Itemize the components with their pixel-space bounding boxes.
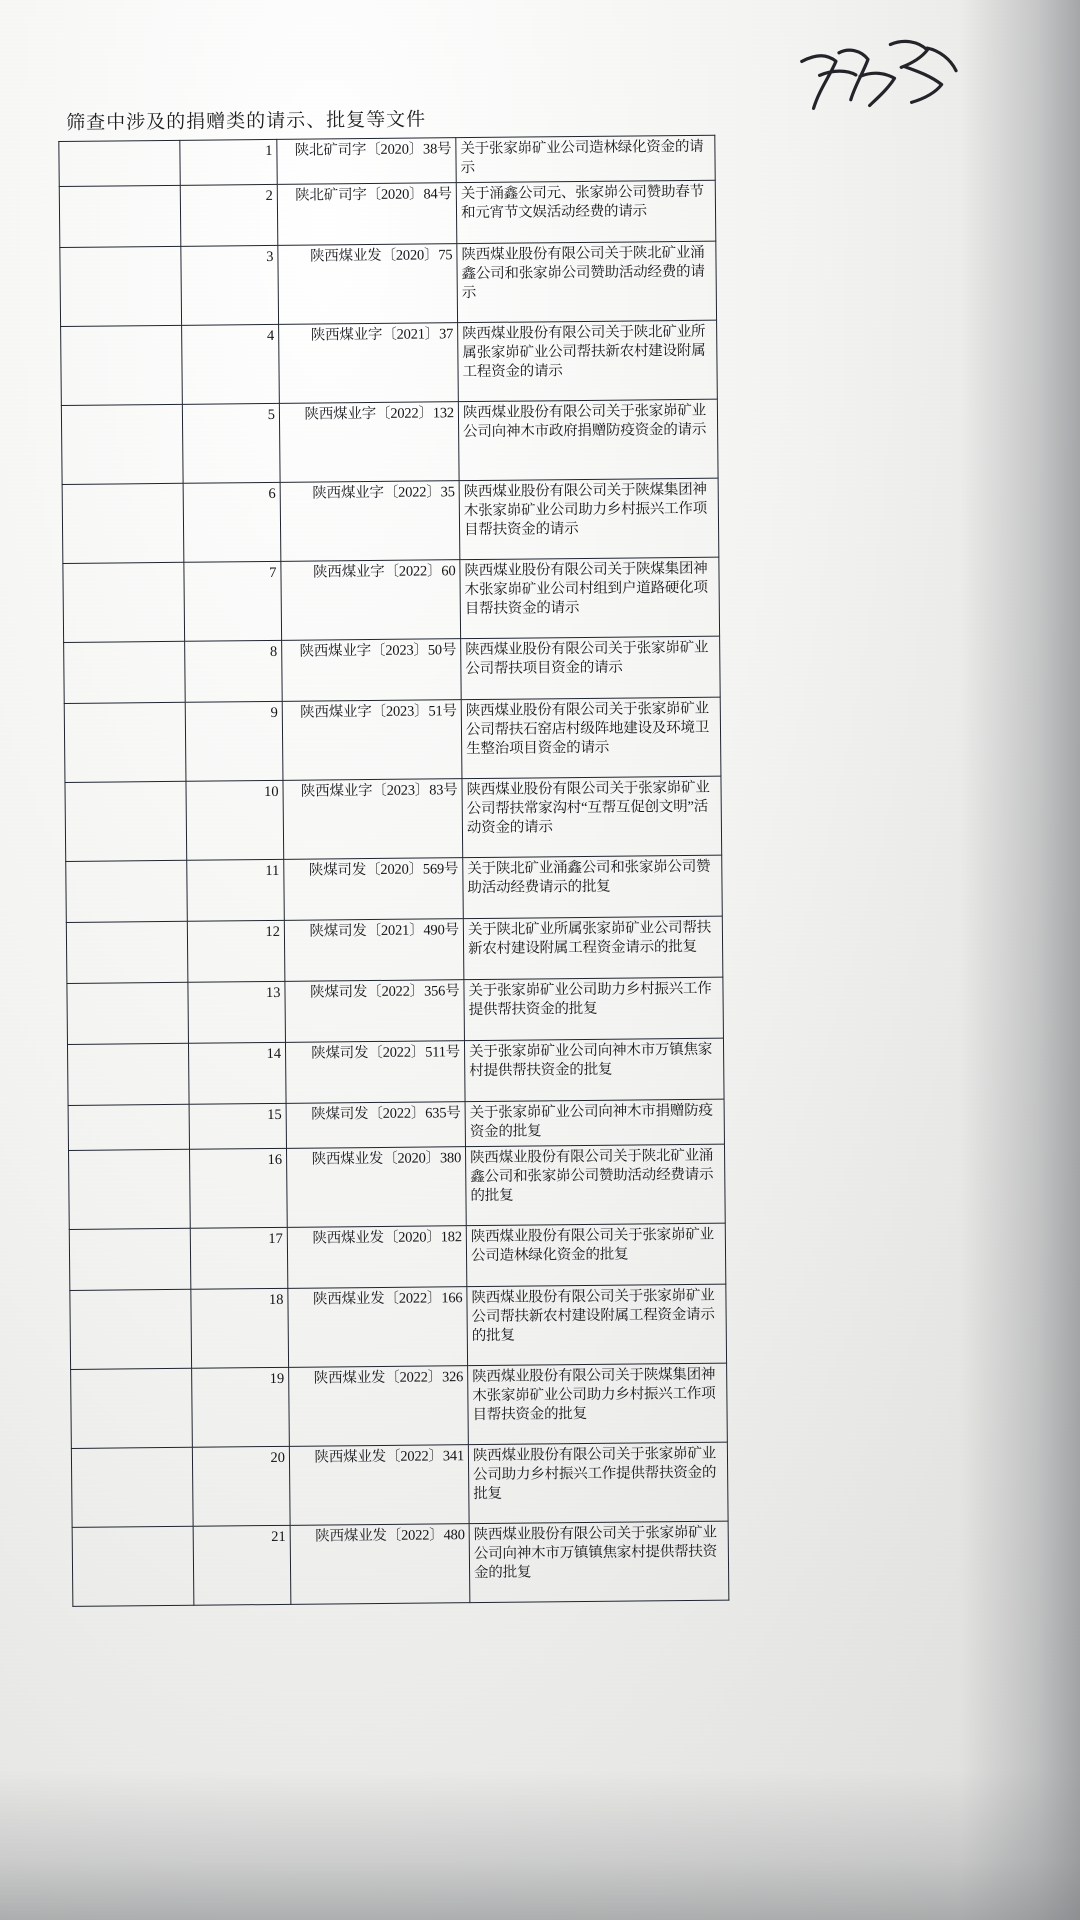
row-document-number-cell: 陕西煤业发〔2022〕326 <box>289 1366 469 1447</box>
row-document-number-cell: 陕煤司发〔2022〕635号 <box>286 1102 465 1149</box>
table-row <box>60 241 717 326</box>
row-index-cell: 19 <box>192 1367 290 1447</box>
row-document-title-cell: 陕西煤业股份有限公司关于张家峁矿业公司帮扶常家沟村“互帮互促创文明”活动资金的请示 <box>462 776 722 857</box>
row-document-number-cell: 陕西煤业发〔2022〕480 <box>290 1524 470 1605</box>
row-document-title-cell: 陕西煤业股份有限公司关于陕煤集团神木张家峁矿业公司助力乡村振兴工作项目帮扶资金的请示 <box>459 478 719 559</box>
row-blank-cell <box>71 1447 193 1527</box>
row-blank-cell <box>69 1228 191 1290</box>
row-document-title-cell: 关于张家峁矿业公司助力乡村振兴工作提供帮扶资金的批复 <box>464 977 724 1040</box>
row-document-number-cell: 陕西煤业字〔2022〕132 <box>279 402 459 483</box>
row-document-number-cell: 陕西煤业字〔2021〕37 <box>279 323 459 404</box>
row-index-cell: 1 <box>180 139 277 185</box>
row-document-number-cell: 陕西煤业字〔2022〕35 <box>280 481 460 562</box>
row-document-title-cell: 关于张家峁矿业公司造林绿化资金的请示 <box>456 135 715 182</box>
row-document-title-cell: 关于张家峁矿业公司向神木市捐赠防疫资金的批复 <box>465 1099 724 1146</box>
row-blank-cell <box>62 483 184 563</box>
row-index-cell: 20 <box>192 1446 290 1526</box>
row-index-cell: 15 <box>189 1103 286 1149</box>
row-document-title-cell: 关于陕北矿业所属张家峁矿业公司帮扶新农村建设附属工程资金请示的批复 <box>463 916 723 979</box>
row-blank-cell <box>69 1149 191 1229</box>
row-document-title-cell: 陕西煤业股份有限公司关于张家峁矿业公司造林绿化资金的批复 <box>466 1223 726 1286</box>
row-document-number-cell: 陕西煤业字〔2023〕50号 <box>282 639 462 702</box>
row-blank-cell <box>67 982 189 1044</box>
row-blank-cell <box>71 1368 193 1448</box>
table-row <box>68 1099 724 1150</box>
row-index-cell: 7 <box>184 561 282 641</box>
file-list-table <box>58 135 729 1607</box>
row-document-title-cell: 陕西煤业股份有限公司关于张家峁矿业公司助力乡村振兴工作提供帮扶资金的批复 <box>468 1442 728 1523</box>
row-blank-cell <box>60 246 182 326</box>
document-body <box>58 101 772 1607</box>
row-index-cell: 13 <box>188 981 286 1043</box>
row-document-number-cell: 陕西煤业发〔2022〕341 <box>289 1445 469 1526</box>
row-document-title-cell: 陕西煤业股份有限公司关于张家峁矿业公司向神木市政府捐赠防疫资金的请示 <box>458 399 718 480</box>
table-row <box>69 1223 726 1290</box>
row-document-number-cell: 陕西煤业发〔2020〕182 <box>287 1226 467 1289</box>
row-index-cell: 9 <box>185 701 283 781</box>
row-index-cell: 4 <box>182 324 280 404</box>
row-blank-cell <box>63 562 185 642</box>
row-document-title-cell: 关于涌鑫公司元、张家峁公司赞助春节和元宵节文娱活动经费的请示 <box>456 180 716 243</box>
row-blank-cell <box>65 781 187 861</box>
row-document-number-cell: 陕北矿司字〔2020〕84号 <box>277 183 457 246</box>
row-document-number-cell: 陕西煤业发〔2020〕75 <box>278 244 458 325</box>
table-row <box>67 977 724 1044</box>
row-document-title-cell: 关于张家峁矿业公司向神木市万镇焦家村提供帮扶资金的批复 <box>464 1038 724 1101</box>
row-document-number-cell: 陕西煤业字〔2023〕51号 <box>282 700 462 781</box>
row-document-number-cell: 陕煤司发〔2021〕490号 <box>284 919 464 982</box>
row-document-number-cell: 陕西煤业字〔2023〕83号 <box>283 779 463 860</box>
table-row <box>64 636 721 703</box>
table-row <box>61 320 718 405</box>
row-blank-cell <box>66 921 188 983</box>
row-document-number-cell: 陕西煤业字〔2022〕60 <box>281 560 461 641</box>
table-row <box>66 855 723 922</box>
row-document-title-cell: 陕西煤业股份有限公司关于陕煤集团神木张家峁矿业公司村组到户道路硬化项目帮扶资金的请示 <box>460 557 720 638</box>
table-row <box>64 697 721 782</box>
row-blank-cell <box>61 325 183 405</box>
row-index-cell: 16 <box>190 1148 288 1228</box>
table-row <box>62 478 719 563</box>
row-document-title-cell: 陕西煤业股份有限公司关于张家峁矿业公司帮扶项目资金的请示 <box>461 636 721 699</box>
row-blank-cell <box>59 140 180 186</box>
row-blank-cell <box>64 641 186 703</box>
row-index-cell: 21 <box>193 1525 291 1605</box>
row-blank-cell <box>66 860 188 922</box>
row-index-cell: 6 <box>183 482 281 562</box>
row-index-cell: 12 <box>187 920 285 982</box>
row-document-title-cell: 陕西煤业股份有限公司关于张家峁矿业公司帮扶新农村建设附属工程资金请示的批复 <box>467 1284 727 1365</box>
table-row <box>59 180 716 247</box>
table-row <box>66 916 723 983</box>
row-blank-cell <box>59 185 181 247</box>
row-blank-cell <box>68 1104 189 1150</box>
row-index-cell: 10 <box>186 780 284 860</box>
handwritten-signature-icon <box>785 19 975 130</box>
row-blank-cell <box>67 1043 189 1105</box>
table-row <box>67 1038 724 1105</box>
table-row <box>71 1442 728 1527</box>
row-document-title-cell: 陕西煤业股份有限公司关于陕煤集团神木张家峁矿业公司助力乡村振兴工作项目帮扶资金的批复 <box>468 1363 728 1444</box>
row-document-title-cell: 陕西煤业股份有限公司关于陕北矿业涌鑫公司和张家峁公司赞助活动经费请示的批复 <box>465 1144 725 1225</box>
table-row <box>63 557 720 642</box>
row-document-number-cell: 陕煤司发〔2022〕356号 <box>285 980 465 1043</box>
table-row <box>69 1144 726 1229</box>
row-index-cell: 3 <box>181 245 279 325</box>
row-index-cell: 18 <box>191 1288 289 1368</box>
row-index-cell: 17 <box>190 1227 288 1289</box>
row-index-cell: 11 <box>187 859 285 921</box>
row-blank-cell <box>70 1289 192 1369</box>
row-document-number-cell: 陕西煤业发〔2022〕166 <box>288 1287 468 1368</box>
table-row <box>70 1284 727 1369</box>
row-document-number-cell: 陕西煤业发〔2020〕380 <box>286 1147 466 1228</box>
table-row <box>65 776 722 861</box>
row-document-title-cell: 陕西煤业股份有限公司关于张家峁矿业公司向神木市万镇镇焦家村提供帮扶资金的批复 <box>469 1521 729 1602</box>
row-blank-cell <box>61 404 183 484</box>
row-document-title-cell: 陕西煤业股份有限公司关于陕北矿业涌鑫公司和张家峁公司赞助活动经费的请示 <box>457 241 717 322</box>
row-index-cell: 8 <box>185 640 283 702</box>
table-body <box>59 135 729 1606</box>
table-row <box>59 135 715 186</box>
row-blank-cell <box>64 702 186 782</box>
page-title: 筛查中涉及的捐赠类的请示、批复等文件 <box>66 109 427 134</box>
row-index-cell: 2 <box>180 184 278 246</box>
row-document-number-cell: 陕北矿司字〔2020〕38号 <box>277 138 456 185</box>
table-row <box>71 1363 728 1448</box>
row-index-cell: 14 <box>188 1042 286 1104</box>
row-document-number-cell: 陕煤司发〔2022〕511号 <box>285 1041 465 1104</box>
row-index-cell: 5 <box>182 403 280 483</box>
row-blank-cell <box>72 1526 194 1606</box>
table-row <box>72 1521 729 1606</box>
row-document-title-cell: 陕西煤业股份有限公司关于陕北矿业所属张家峁矿业公司帮扶新农村建设附属工程资金的请示 <box>458 320 718 401</box>
row-document-title-cell: 陕西煤业股份有限公司关于张家峁矿业公司帮扶石窑店村级阵地建设及环境卫生整治项目资金的请示 <box>461 697 721 778</box>
row-document-number-cell: 陕煤司发〔2020〕569号 <box>284 858 464 921</box>
row-document-title-cell: 关于陕北矿业涌鑫公司和张家峁公司赞助活动经费请示的批复 <box>463 855 723 918</box>
table-row <box>61 399 718 484</box>
